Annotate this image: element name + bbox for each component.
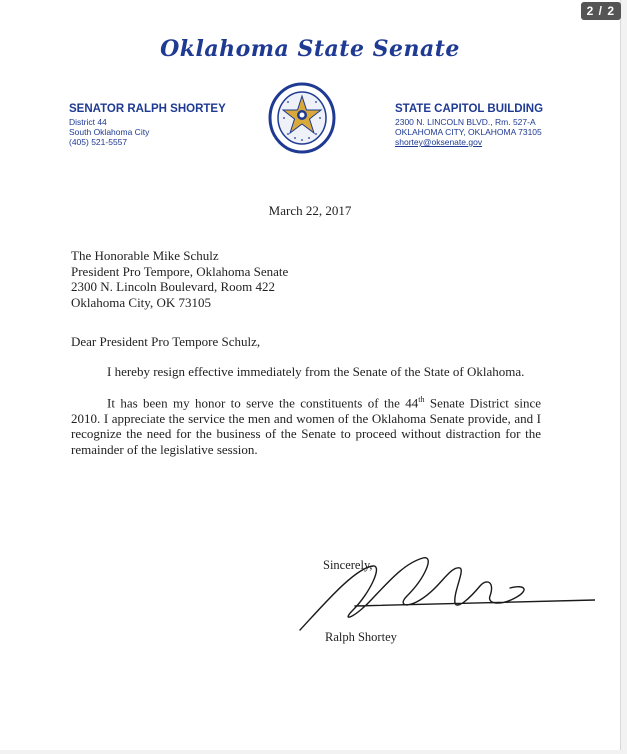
office-city: OKLAHOMA CITY, OKLAHOMA 73105	[395, 127, 542, 137]
handwritten-signature	[295, 548, 595, 638]
ordinal-suffix: th	[418, 395, 425, 404]
office-email: shortey@oksenate.gov	[395, 137, 483, 147]
body-paragraph-rest: Senate District since 2010. I appreciate the service the men and women of the Oklahoma Senate provide, and I recognize the need for the business of the Senate to proceed without distraction for the remainder of the legislative session.	[71, 395, 541, 457]
office-title: STATE CAPITOL BUILDING	[395, 103, 544, 115]
signer-name: Ralph Shortey	[325, 630, 397, 644]
recipient-line: Oklahoma City, OK 73105	[71, 294, 211, 310]
sender-city: South Oklahoma City	[69, 127, 150, 137]
resignation-paragraph: I hereby resign effective immediately from the Senate of the State of Oklahoma.	[107, 364, 525, 379]
recipient-line: The Honorable Mike Schulz	[71, 248, 219, 263]
closing: Sincerely,	[323, 558, 373, 572]
body-paragraph	[71, 392, 541, 457]
page-counter-badge: 2 / 2	[581, 2, 621, 20]
office-address-block	[395, 103, 543, 147]
state-seal-icon	[268, 82, 336, 154]
recipient-line: President Pro Tempore, Oklahoma Senate	[71, 263, 289, 279]
sender-name: SENATOR RALPH SHORTEY	[69, 103, 226, 115]
body-paragraph-start: It has been my honor to serve the constituents of the 44	[107, 395, 419, 411]
recipient-address	[71, 248, 288, 310]
letter-date: March 22, 2017	[268, 203, 352, 218]
salutation: Dear President Pro Tempore Schulz,	[71, 334, 261, 349]
sender-district: District 44	[69, 117, 107, 127]
letterhead-title: Oklahoma State Senate	[160, 36, 460, 62]
sender-phone: (405) 521-5557	[69, 137, 128, 147]
sender-block	[69, 103, 226, 147]
recipient-line: 2300 N. Lincoln Boulevard, Room 422	[71, 279, 276, 294]
office-street: 2300 N. LINCOLN BLVD., Rm. 527-A	[395, 117, 536, 127]
